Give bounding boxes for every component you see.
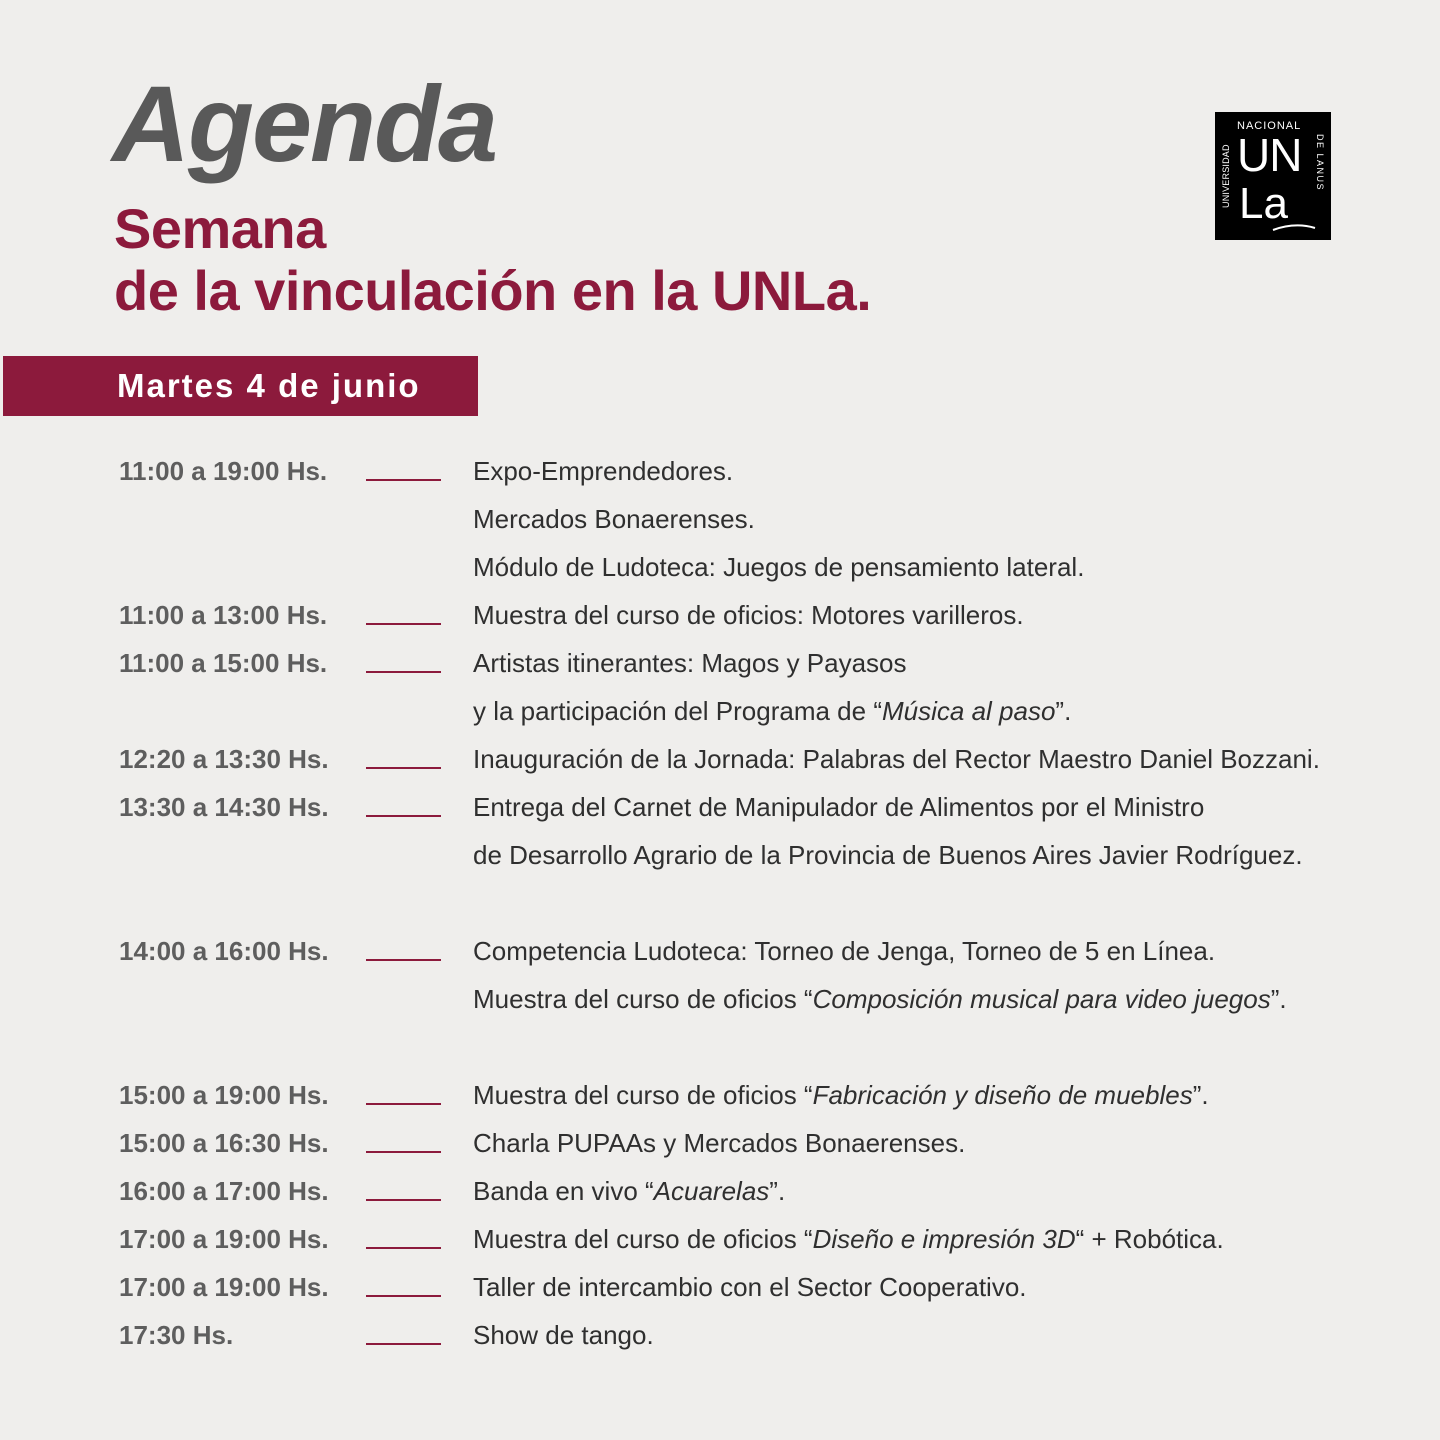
subtitle-line-2: de la vinculación en la UNLa.	[114, 259, 872, 322]
event-text: Taller de intercambio con el Sector Cooperativo.	[473, 1272, 1027, 1302]
logo-text-de-lanus: DE LANUS	[1315, 134, 1325, 192]
event-dash-divider	[366, 815, 441, 817]
event-dash-divider	[366, 623, 441, 625]
event-text: de Desarrollo Agrario de la Provincia de Buenos Aires Javier Rodríguez.	[473, 840, 1303, 870]
event-title-italic: Fabricación y diseño de muebles	[812, 1080, 1193, 1110]
event-text: Muestra del curso de oficios: Motores varilleros.	[473, 600, 1024, 630]
event-description	[473, 1311, 654, 1359]
event-text: Entrega del Carnet de Manipulador de Alimentos por el Ministro	[473, 792, 1205, 822]
event-description	[473, 831, 1303, 879]
event-time: 17:00 a 19:00 Hs.	[119, 1224, 329, 1254]
event-text: Inauguración de la Jornada: Palabras del Rector Maestro Daniel Bozzani.	[473, 744, 1320, 774]
event-text: Show de tango.	[473, 1320, 654, 1350]
event-text: Charla PUPAAs y Mercados Bonaerenses.	[473, 1128, 966, 1158]
event-time: 17:30 Hs.	[119, 1320, 234, 1350]
page-title: Agenda	[112, 63, 497, 184]
logo-text-nacional: NACIONAL	[1237, 120, 1302, 132]
event-text: Banda en vivo “	[473, 1176, 654, 1206]
event-description	[473, 1071, 1209, 1119]
event-title-italic: Acuarelas	[653, 1176, 770, 1206]
event-text: Expo-Emprendedores.	[473, 456, 734, 486]
event-time: 12:20 a 13:30 Hs.	[119, 744, 329, 774]
logo-text-universidad: UNIVERSIDAD	[1221, 144, 1231, 208]
event-description	[473, 1167, 785, 1215]
event-time: 14:00 a 16:00 Hs.	[119, 936, 329, 966]
event-description	[473, 783, 1204, 831]
event-text: Módulo de Ludoteca: Juegos de pensamiento lateral.	[473, 552, 1085, 582]
event-description	[473, 447, 733, 495]
event-dash-divider	[366, 1343, 441, 1345]
event-text: Competencia Ludoteca: Torneo de Jenga, Torneo de 5 en Línea.	[473, 936, 1216, 966]
event-text: y la participación del Programa de “	[473, 696, 882, 726]
event-dash-divider	[366, 1295, 441, 1297]
event-description	[473, 735, 1320, 783]
event-dash-divider	[366, 1151, 441, 1153]
event-text: Mercados Bonaerenses.	[473, 504, 755, 534]
event-description	[473, 495, 755, 543]
event-text: Muestra del curso de oficios “	[473, 1080, 813, 1110]
event-time: 17:00 a 19:00 Hs.	[119, 1272, 329, 1302]
date-banner: Martes 4 de junio	[3, 356, 478, 416]
event-dash-divider	[366, 1247, 441, 1249]
event-text: “ + Robótica.	[1075, 1224, 1224, 1254]
event-description	[473, 1119, 965, 1167]
event-description	[473, 927, 1215, 975]
event-text: ”.	[769, 1176, 786, 1206]
event-text: ”.	[1192, 1080, 1209, 1110]
event-text: Muestra del curso de oficios “	[473, 1224, 813, 1254]
event-dash-divider	[366, 671, 441, 673]
event-description	[473, 1263, 1027, 1311]
event-dash-divider	[366, 959, 441, 961]
event-title-italic: Composición musical para video juegos	[812, 984, 1271, 1014]
event-description	[473, 975, 1287, 1023]
event-text: ”.	[1270, 984, 1287, 1014]
event-description	[473, 1215, 1224, 1263]
event-dash-divider	[366, 767, 441, 769]
subtitle-line-1: Semana	[114, 197, 326, 260]
event-time: 11:00 a 19:00 Hs.	[119, 456, 328, 486]
event-description	[473, 591, 1024, 639]
event-time: 13:30 a 14:30 Hs.	[119, 792, 329, 822]
event-description	[473, 543, 1084, 591]
event-description	[473, 639, 907, 687]
event-time: 15:00 a 16:30 Hs.	[119, 1128, 329, 1158]
logo-text-un: UN	[1237, 129, 1302, 181]
event-time: 16:00 a 17:00 Hs.	[119, 1176, 329, 1206]
event-time: 11:00 a 13:00 Hs.	[119, 600, 328, 630]
logo-text-la: La	[1239, 179, 1288, 228]
event-dash-divider	[366, 1199, 441, 1201]
event-dash-divider	[366, 1103, 441, 1105]
event-text: Artistas itinerantes: Magos y Payasos	[473, 648, 907, 678]
event-time: 15:00 a 19:00 Hs.	[119, 1080, 329, 1110]
event-time: 11:00 a 15:00 Hs.	[119, 648, 328, 678]
event-title-italic: Música al paso	[881, 696, 1056, 726]
event-text: ”.	[1055, 696, 1072, 726]
event-description	[473, 687, 1071, 735]
event-text: Muestra del curso de oficios “	[473, 984, 813, 1014]
event-dash-divider	[366, 479, 441, 481]
event-title-italic: Diseño e impresión 3D	[812, 1224, 1076, 1254]
